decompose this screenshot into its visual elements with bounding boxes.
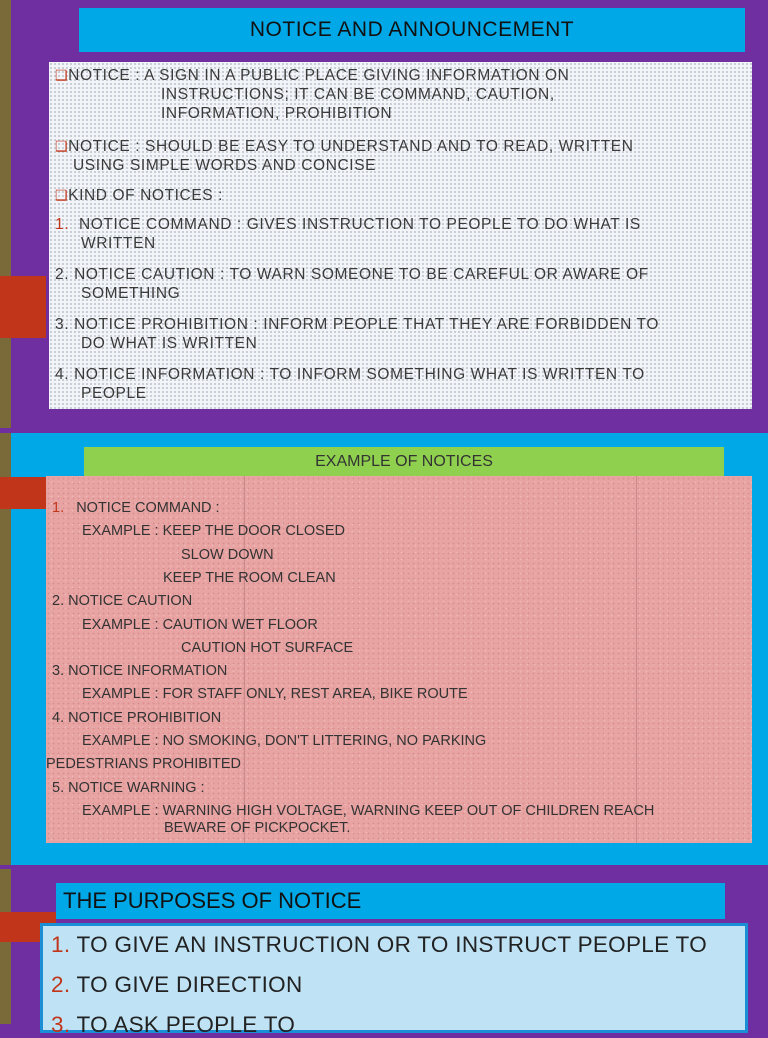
kind-item: 4. NOTICE INFORMATION : TO INFORM SOMETHING WHAT IS WRITTEN TO PEOPLE <box>55 366 645 402</box>
definition-line-1: NOTICE : A SIGN IN A PUBLIC PLACE GIVING INFORMATION ON <box>68 67 570 84</box>
example-line: 3. NOTICE INFORMATION <box>52 663 228 680</box>
easy-line-2: USING SIMPLE WORDS AND CONCISE <box>73 157 377 174</box>
purposes-panel <box>40 923 748 1037</box>
section-title: THE PURPOSES OF NOTICE <box>63 888 362 913</box>
slide-title-bar <box>79 8 745 52</box>
example-line: EXAMPLE : WARNING HIGH VOLTAGE, WARNING KEEP OUT OF CHILDREN REACH <box>82 802 655 819</box>
slide-purposes-of-notice <box>0 869 768 1037</box>
example-line: PEDESTRIANS PROHIBITED <box>46 756 241 773</box>
section-title: EXAMPLE OF NOTICES <box>315 453 493 470</box>
checkbox-bullet-icon: ❑ <box>55 187 69 203</box>
definition-line-3: INFORMATION, PROHIBITION <box>161 105 393 122</box>
left-strip <box>0 869 11 1024</box>
slide-tab-marker <box>0 477 46 509</box>
kind-of-notices-label: KIND OF NOTICES : <box>68 187 224 204</box>
slide-example-of-notices <box>0 433 768 865</box>
kind-item: 2. NOTICE CAUTION : TO WARN SOMEONE TO BE CAREFUL OR AWARE OF SOMETHING <box>55 266 649 302</box>
kind-item: 1. NOTICE COMMAND : GIVES INSTRUCTION TO PEOPLE TO DO WHAT IS WRITTEN <box>55 216 641 252</box>
example-line: EXAMPLE : NO SMOKING, DON'T LITTERING, NO PARKING <box>82 733 487 749</box>
example-line: EXAMPLE : FOR STAFF ONLY, REST AREA, BIKE ROUTE <box>82 686 468 703</box>
notice-definition-panel <box>49 62 752 409</box>
left-strip <box>0 0 11 428</box>
easy-line-1: NOTICE : SHOULD BE EASY TO UNDERSTAND AND TO READ, WRITTEN <box>68 138 634 155</box>
section-title-bar <box>84 447 724 477</box>
slide-title: NOTICE AND ANNOUNCEMENT <box>249 18 575 41</box>
example-line: KEEP THE ROOM CLEAN <box>163 569 336 586</box>
purpose-item: 2. TO GIVE DIRECTION <box>51 972 303 997</box>
example-line: 2. NOTICE CAUTION <box>52 593 193 610</box>
examples-list <box>46 476 752 843</box>
purpose-item: 3. TO ASK PEOPLE TO <box>51 1012 296 1037</box>
section-title-bar <box>56 883 725 919</box>
example-line: BEWARE OF PICKPOCKET. <box>164 819 351 836</box>
slide-tab-marker <box>0 276 46 338</box>
definition-line-2: INSTRUCTIONS; IT CAN BE COMMAND, CAUTION, <box>161 86 555 103</box>
purpose-item: 1. TO GIVE AN INSTRUCTION OR TO INSTRUCT PEOPLE TO <box>51 932 707 957</box>
example-line: SLOW DOWN <box>181 546 274 563</box>
examples-panel <box>46 476 752 843</box>
slide-notice-and-announcement <box>0 0 768 428</box>
kinds-list <box>55 215 746 405</box>
example-line: 5. NOTICE WARNING : <box>52 779 205 796</box>
example-line: EXAMPLE : CAUTION WET FLOOR <box>82 616 318 633</box>
example-line: CAUTION HOT SURFACE <box>181 639 354 656</box>
example-line: 1. NOTICE COMMAND : <box>52 500 220 516</box>
kind-item: 3. NOTICE PROHIBITION : INFORM PEOPLE THAT THEY ARE FORBIDDEN TO DO WHAT IS WRITTEN <box>55 316 659 352</box>
checkbox-bullet-icon: ❑ <box>55 138 69 154</box>
example-line: EXAMPLE : KEEP THE DOOR CLOSED <box>82 523 345 540</box>
checkbox-bullet-icon: ❑ <box>55 67 69 83</box>
example-line: 4. NOTICE PROHIBITION <box>52 709 222 726</box>
